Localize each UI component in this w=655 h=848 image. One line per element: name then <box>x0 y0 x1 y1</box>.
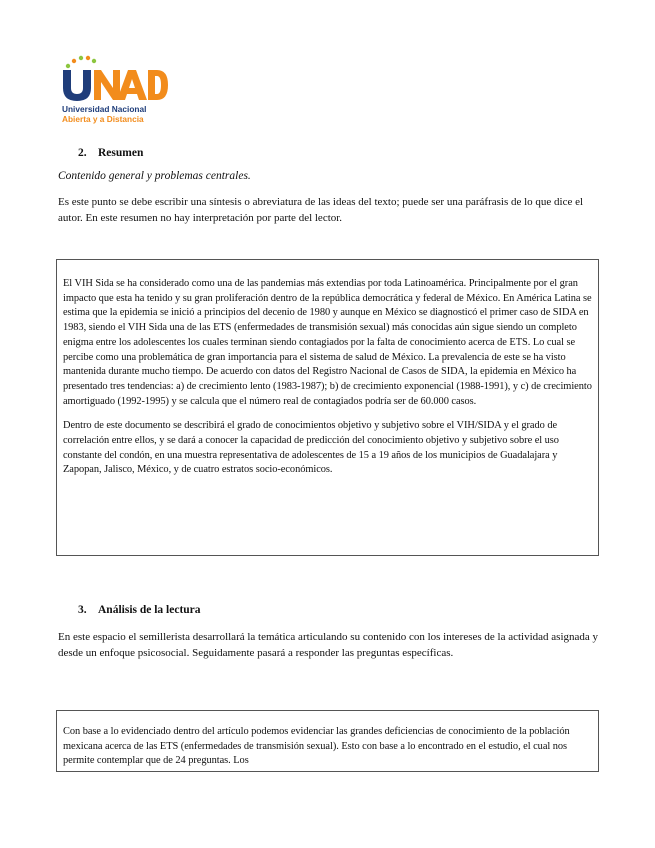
section-number: 3. <box>78 604 87 616</box>
section-number: 2. <box>78 147 87 159</box>
logo-university-subtitle: Abierta y a Distancia <box>62 114 144 124</box>
section-instructions: Es este punto se debe escribir una síntesis o abreviatura de las ideas del texto; puede ser una paráfrasis de lo que dice el autor. En este resumen no hay interpretación por parte del lector. <box>58 196 584 224</box>
section-heading-resumen <box>78 147 143 159</box>
summary-paragraph: Dentro de este documento se describirá el grado de conocimientos objetivo y subjetivo sobre el VIH/SIDA y el grado de correlación entre ellos, y se dará a conocer la capacidad de predicción del conocimiento objetivo y subjetivo sobre el uso constante del condón, en una muestra representativa de adolescentes de 15 a 19 años de los municipios de Guadalajara y Zapopan, Jalisco, México, y de cuatro estratos socio-económicos. <box>63 420 559 476</box>
analysis-paragraph: Con base a lo evidenciado dentro del artículo podemos evidenciar las grandes deficiencias de conocimiento de la población mexicana acerca de las ETS (enfermedades de transmisión sexual). Esto con base a lo encontrado en el estudio, el cual nos permite contemplar que de 24 preguntas. Los <box>63 726 570 767</box>
unad-logo <box>60 52 170 132</box>
unad-logo-mark <box>60 52 170 104</box>
section-instructions: En este espacio el semillerista desarrollará la temática articulando su contenido con los intereses de la actividad asignada y desde un enfoque psicosocial. Seguidamente pasará a responder las preguntas específicas. <box>58 631 599 659</box>
section-subtitle: Contenido general y problemas centrales. <box>58 170 251 182</box>
section-title: Análisis de la lectura <box>98 604 201 616</box>
summary-paragraph: El VIH Sida se ha considerado como una de las pandemias más extendias por toda Latinoamérica. Principalmente por el gran impacto que esta ha tenido y su gran proliferación dentro de la república democrática y federal de México. En América Latina se estima que la epidemia se inició a principios del decenio de 1980 y aunque en México se diagnosticó el primer caso de SIDA en 1983, siendo el VIH Sida una de las ETS (enfermedades de transmisión sexual) más conocidas aún sigue siendo un completo enigma entre los adolescentes los cuales terminan siendo contagiados por la falta de conocimiento acerca de ETS. Lo cual se percibe como una problemática de gran importancia para el sistema de salud de México. La prevalencia de este se ha visto mantenida durante mucho tiempo. De acuerdo con datos del Registro Nacional de Casos de SIDA, la epidemia en México ha presentado tres tendencias: a) de crecimiento lento (1983-1987); b) de crecimiento exponencial (1988-1991), y c) de crecimiento amortiguado (1992-1995) y se calcula que el número real de contagiados podría ser de 60.000 casos. <box>63 278 592 407</box>
analysis-text-box <box>56 710 599 772</box>
logo-university-name: Universidad Nacional <box>62 104 147 114</box>
section-heading-analisis <box>78 604 201 616</box>
section-title: Resumen <box>98 147 144 159</box>
summary-text-box <box>56 259 599 556</box>
